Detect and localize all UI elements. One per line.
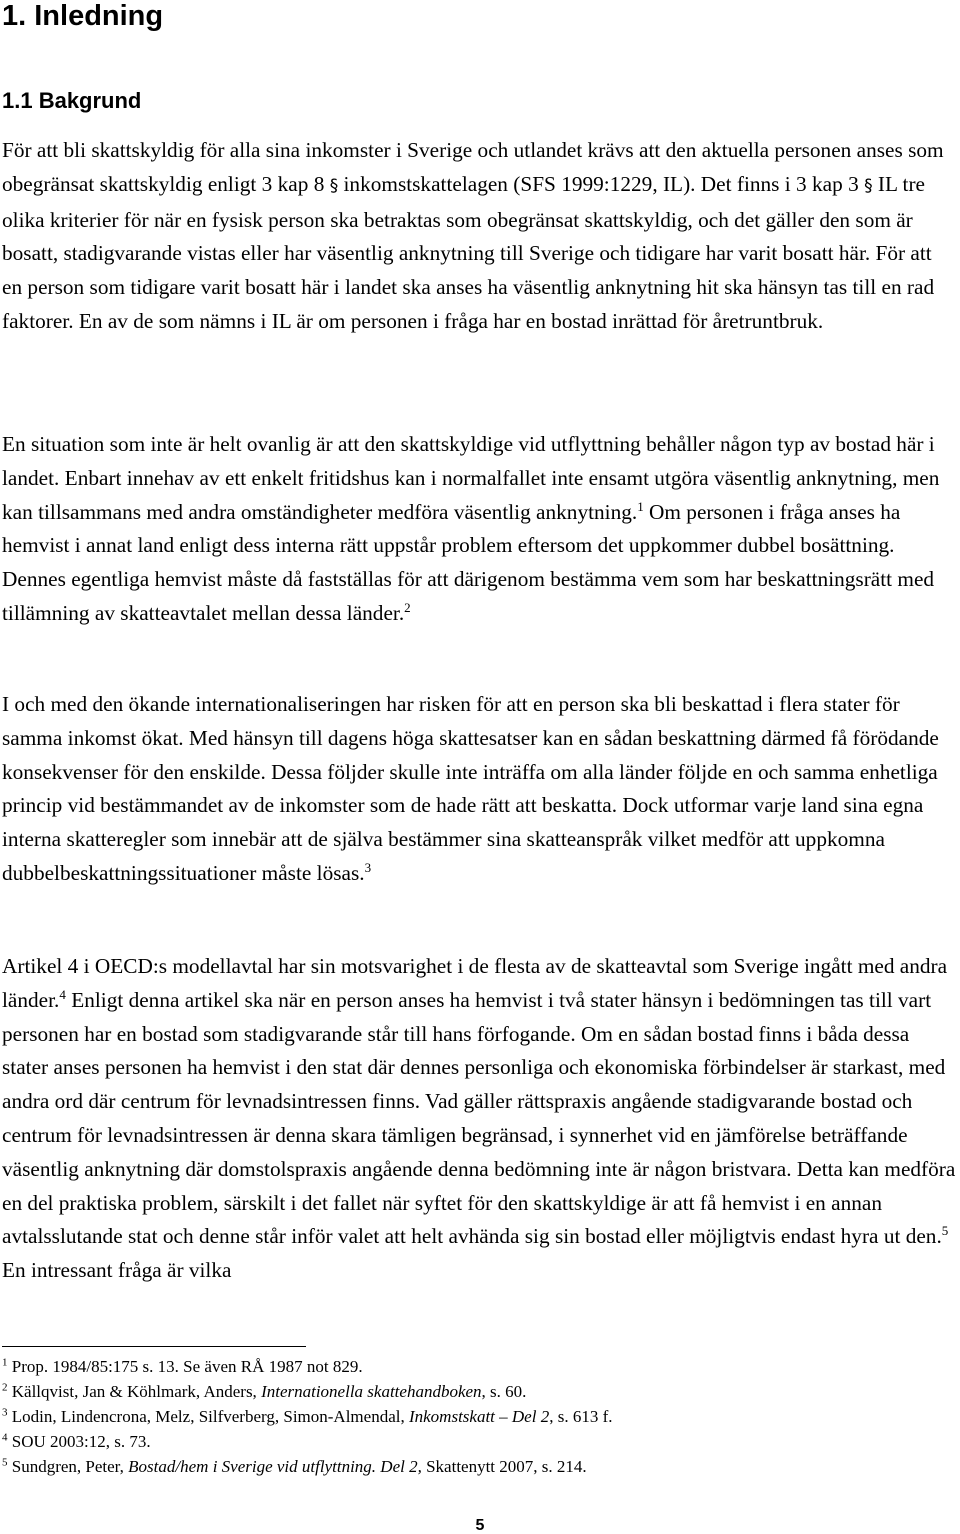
footnote-number: 3 xyxy=(2,1406,8,1419)
footnote-text: Källqvist, Jan & Köhlmark, Anders, xyxy=(7,1382,262,1401)
footnote-title: Bostad/hem i Sverige vid utflyttning. Del 2, xyxy=(128,1457,422,1476)
footnote-number: 5 xyxy=(2,1456,8,1469)
paragraph-4-text-a: Artikel 4 i OECD:s modellavtal har sin motsvarighet i de flesta av de skatteavtal som Sverige ingått med andra länder. xyxy=(2,954,948,1012)
paragraph-3-text-a: I och med den ökande internationaliseringen har risken för att en person ska bli beskattad i flera stater för samma inkomst ökat. Med hänsyn till dagens höga skattesatser kan en sådan beskattning därmed få förödande konsekvenser för den enskilde. Dessa följder skulle inte inträffa om alla länder följde en och samma enhetliga princip vid bestämmandet av de inkomster som de hade rätt att beskatta. Dock utformar varje land sina egna interna skatteregler som innebär att de själva bestämmer sina skatteanspråk vilket medför att uppkomna dubbelbeskattningssituationer måste lösas. xyxy=(2,692,939,885)
paragraph-2-text-b: Om personen i fråga anses ha hemvist i annat land enligt dess interna rätt uppstår problem eftersom det uppkommer dubbel bosättning. Dennes egentliga hemvist måste då fastställas för att därigenom bestämma vem som har beskattningsrätt med tillämning av skatteavtalet mellan dessa länder. xyxy=(2,499,935,625)
footnote-number: 1 xyxy=(2,1356,8,1369)
footnote-number: 4 xyxy=(2,1431,8,1444)
footnote-4 xyxy=(2,1431,957,1453)
footnote-3 xyxy=(2,1406,957,1428)
paragraph-1 xyxy=(2,134,957,339)
footnote-reference-3[interactable]: 3 xyxy=(364,859,372,875)
paragraph-2-text-a: En situation som inte är helt ovanlig är att den skattskyldige vid utflyttning behåller någon typ av bostad här i landet. Enbart innehav av ett enkelt fritidshus kan i normalfallet inte ensamt utgöra väsentlig anknytning, men kan tillsammans med andra omständigheter medföra väsentlig anknytning. xyxy=(2,432,940,524)
footnote-separator xyxy=(2,1346,306,1347)
paragraph-3 xyxy=(2,688,957,891)
footnote-text: , s. 60. xyxy=(481,1382,527,1401)
footnote-text: Prop. 1984/85:175 s. 13. Se även RÅ 1987 not 829. xyxy=(7,1357,363,1376)
footnote-title: Inkomstskatt – Del 2 xyxy=(408,1407,550,1426)
section-heading: 1.1 Bakgrund xyxy=(2,88,142,113)
footnote-reference-4[interactable]: 4 xyxy=(59,986,66,1002)
footnote-text: Sundgren, Peter, xyxy=(7,1457,129,1476)
section-sign: § xyxy=(864,175,873,196)
footnote-text: SOU 2003:12, s. 73. xyxy=(7,1432,151,1451)
footnote-text: Lodin, Lindencrona, Melz, Silfverberg, Simon-Almendal, xyxy=(7,1407,409,1426)
paragraph-1-text-a: För att bli skattskyldig för alla sina inkomster i Sverige och utlandet krävs att den aktuella personen anses som obegränsat skattskyldig enligt 3 kap 8 xyxy=(2,138,944,196)
paragraph-4-text-b: Enligt denna artikel ska när en person anses ha hemvist i två stater hänsyn i bedömningen tas till vart personen har en bostad som stadigvarande står till hans förfogande. Om en sådan bostad finns i båda dessa stater anses personen ha hemvist i den stat där dennes personliga och ekonomiska förbindelser är starkast, med andra ord där centrum för levnadsintressen finns. Vad gäller rättspraxis angående stadigvarande bostad och centrum för levnadsintressen är denna skara tämligen begränsad, i synnerhet vid en jämförelse beträffande väsentlig anknytning där domstolspraxis angående denna bedömning inte är någon bristvara. Detta kan medföra en del praktiska problem, särskilt i det fallet när syftet för den skattskyldige är att få hemvist i en annan avtalsslutande stat och denne står inför valet att helt avhända sig sin bostad eller möjligtvis endast hyra ut den. xyxy=(2,987,956,1249)
footnote-reference-1[interactable]: 1 xyxy=(637,498,644,514)
footnote-2 xyxy=(2,1381,957,1403)
footnote-text: Skattenytt 2007, s. 214. xyxy=(421,1457,587,1476)
section-sign: § xyxy=(329,175,339,196)
footnote-reference-2[interactable]: 2 xyxy=(404,599,411,615)
page-number: 5 xyxy=(475,1517,485,1534)
footnote-text: , s. 613 f. xyxy=(549,1407,613,1426)
footnote-1 xyxy=(2,1356,957,1378)
footnote-reference-5[interactable]: 5 xyxy=(941,1223,949,1239)
paragraph-4 xyxy=(2,950,957,1288)
paragraph-2 xyxy=(2,428,957,631)
chapter-heading: 1. Inledning xyxy=(2,0,164,32)
paragraph-1-text-b: inkomstskattelagen (SFS 1999:1229, IL). Det finns i 3 kap 3 xyxy=(338,171,865,196)
paragraph-4-text-c: En intressant fråga är vilka xyxy=(2,1258,232,1283)
footnote-number: 2 xyxy=(2,1381,8,1394)
paragraph-1-text-c: IL tre olika kriterier för när en fysisk person ska betraktas som obegränsat skattskyldig, och det gäller den som är bosatt, stadigvarande vistas eller har väsentlig anknytning till Sverige och tidigare har varit bosatt här. För att en person som tidigare varit bosatt här i landet ska anses ha väsentlig anknytning hit ska hänsyn tas till en rad faktorer. En av de som nämns i IL är om personen i fråga har en bostad inrättad för åretruntbruk. xyxy=(2,171,935,333)
footnote-5 xyxy=(2,1456,957,1478)
footnote-title: Internationella skattehandboken xyxy=(261,1382,482,1401)
